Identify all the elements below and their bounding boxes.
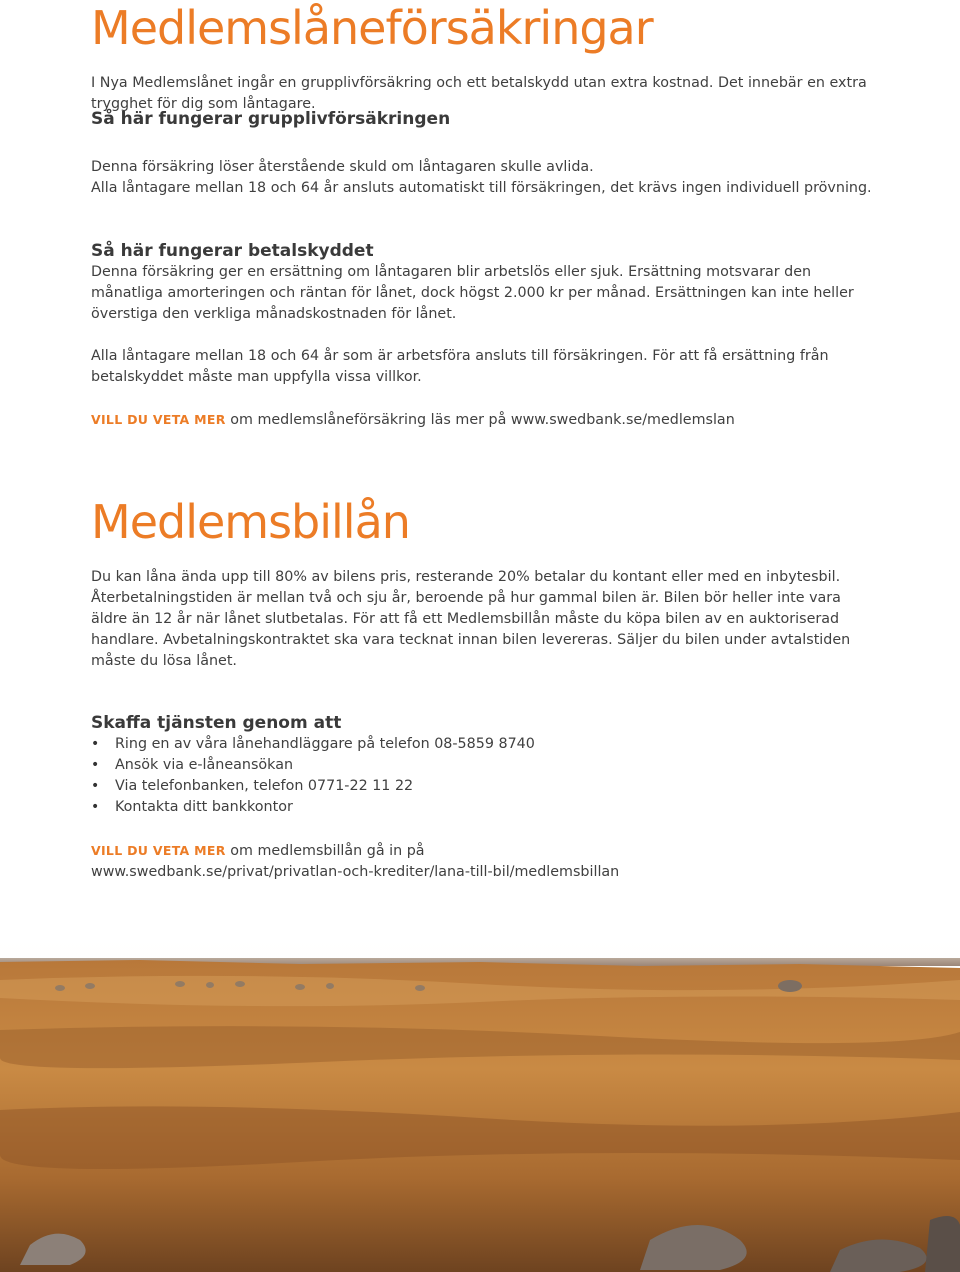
option-branch: Kontakta ditt bankkontor	[115, 799, 293, 815]
option-online: Ansök via e-låneansökan	[115, 757, 294, 773]
car-loan-how-heading: Skaffa tjänsten genom att	[91, 713, 342, 733]
read-more-label: VILL DU VETA MER	[91, 843, 226, 858]
payment-protection-heading: Så här fungerar betalskyddet	[91, 241, 374, 261]
read-more-label: VILL DU VETA MER	[91, 412, 226, 427]
bullet-icon: •	[91, 757, 100, 773]
car-loan-title: Medlemsbillån	[91, 495, 410, 549]
car-loan-options-list	[91, 734, 535, 818]
read-more-url[interactable]: www.swedbank.se/privat/privatlan-och-krediter/lana-till-bil/medlemsbillan	[91, 864, 620, 880]
read-more-text[interactable]: om medlemslåneförsäkring läs mer på www.swedbank.se/medlemslan	[225, 412, 735, 428]
bullet-icon: •	[91, 736, 100, 752]
group-life-heading: Så här fungerar grupplivförsäkringen	[91, 109, 451, 129]
car-loan-body: Du kan låna ända upp till 80% av bilens pris, resterande 20% betalar du kontant eller med en inbytesbil. Återbetalningstiden är mellan två och sju år, beroende på hur gammal bilen är. Bilen bör heller inte vara äldre än 12 år när lånet slutbetalas. För att få ett Medlemsbillån måste du köpa bilen av en auktoriserad handlare. Avbetalningskontraktet ska vara tecknat innan bilen levereras. Säljer du bilen under avtalstiden måste du lösa lånet.	[91, 569, 851, 669]
landscape-photo	[0, 940, 960, 1272]
bullet-icon: •	[91, 799, 100, 815]
insurance-intro: I Nya Medlemslånet ingår en grupplivförsäkring och ett betalskydd utan extra kostnad. Det innebär en extra trygghet för dig som låntagare.	[91, 75, 867, 112]
list-item	[91, 776, 535, 797]
car-loan-read-more	[91, 840, 871, 883]
insurance-title: Medlemslåneförsäkringar	[91, 1, 653, 55]
boulder	[778, 980, 802, 992]
read-more-text: om medlemsbillån gå in på	[225, 843, 425, 859]
payment-protection-para1: Denna försäkring ger en ersättning om låntagaren blir arbetslös eller sjuk. Ersättning motsvarar den månatliga amorteringen och räntan för lånet, dock högst 2.000 kr per månad. Ersättningen kan inte heller överstiga den verkliga månadskostnaden för lånet.	[91, 264, 854, 322]
payment-protection-para2: Alla låntagare mellan 18 och 64 år som är arbetsföra ansluts till försäkringen. För att få ersättning från betalskyddet måste man uppfylla vissa villkor.	[91, 348, 829, 385]
option-telephone-bank: Via telefonbanken, telefon 0771-22 11 22	[115, 778, 414, 794]
bullet-icon: •	[91, 778, 100, 794]
option-phone: Ring en av våra lånehandläggare på telefon 08-5859 8740	[115, 736, 535, 752]
list-item	[91, 755, 535, 776]
list-item	[91, 797, 535, 818]
group-life-line2: Alla låntagare mellan 18 och 64 år ansluts automatiskt till försäkringen, det krävs ingen individuell prövning.	[91, 180, 872, 196]
insurance-read-more	[91, 409, 871, 431]
group-life-line1: Denna försäkring löser återstående skuld om låntagaren skulle avlida.	[91, 159, 594, 175]
list-item	[91, 734, 535, 755]
